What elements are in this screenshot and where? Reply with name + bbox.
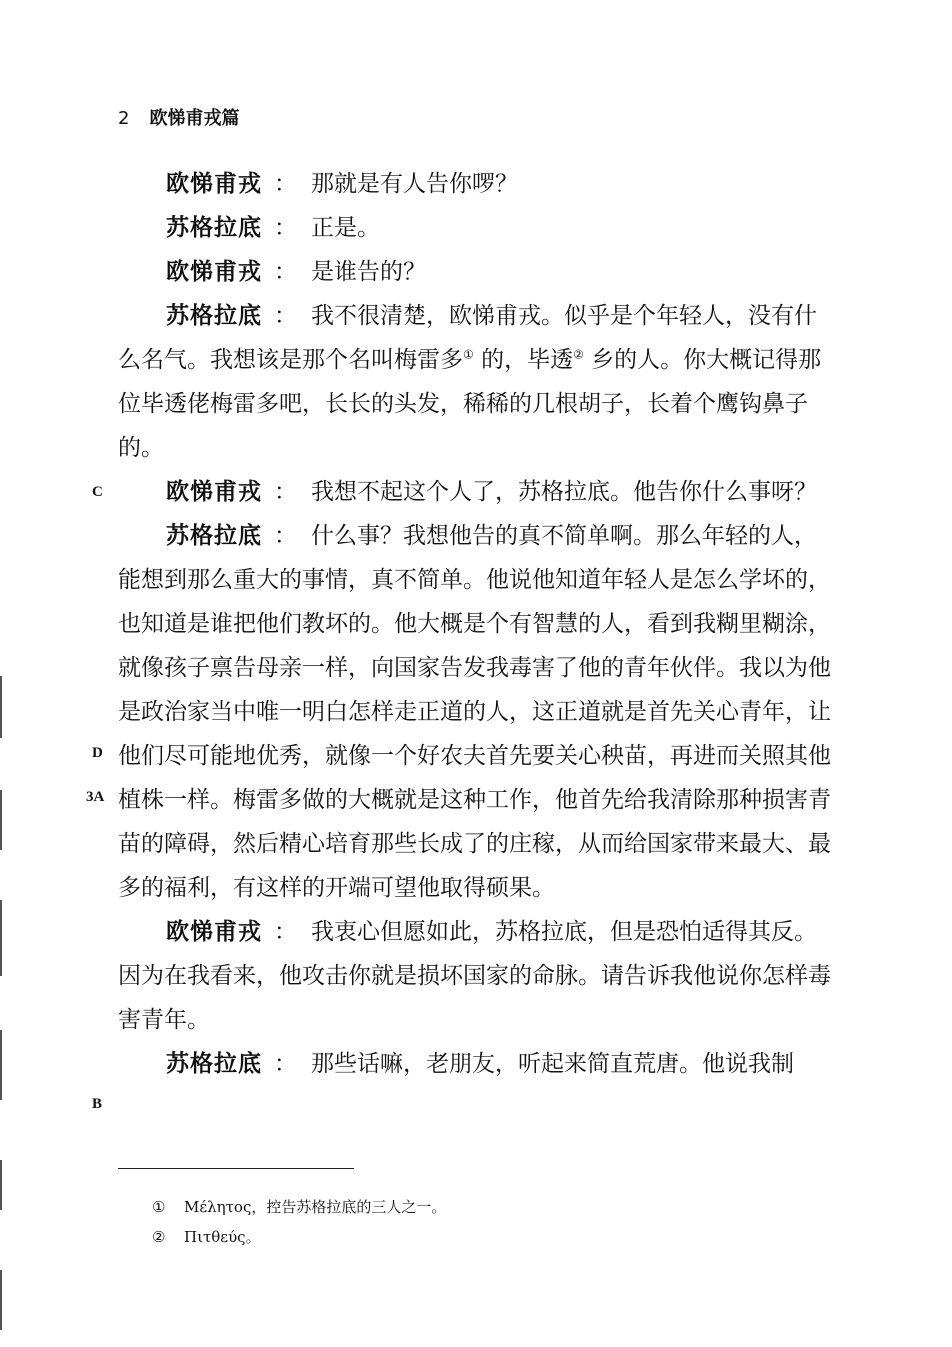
margin-marker-c: C — [92, 484, 103, 500]
speaker-name: 苏格拉底 — [166, 303, 262, 329]
speaker-name: 苏格拉底 — [166, 215, 262, 241]
line-text: 要关心秧苗，再进而关照其他植株一样。梅雷多做的大概就是这种工作，他首先给我清除那种损害青苗的障碍，然后精心培育那些长成了的庄稼，从而给国家带来最大、最多的福利，有这样的开端可望他取得硕果。 — [118, 743, 831, 901]
scan-edge-mark — [0, 790, 2, 850]
line-text: 什么事？我想他告的真不简单啊。那么年轻的人，能想到那么重大的事情，真不简单。他说他知道年轻人是怎么学坏的，也知道是谁把他们教坏的。他大概是个有智慧的人，看到我糊里糊涂，就像孩子禀告母亲一样，向国家告发我毒害了他的青年伙伴。我以为他是政治家当中唯一明白怎样走正道的人，这正 — [118, 523, 831, 725]
page-number: 2 — [118, 108, 130, 129]
speaker-name: 欧悌甫戎 — [166, 171, 262, 197]
dialogue-line — [118, 294, 838, 470]
footnote-mark: ① — [152, 1198, 166, 1216]
scan-edge-mark — [0, 1270, 2, 1330]
dialogue-line — [118, 910, 838, 1042]
speaker-colon: ： — [274, 303, 297, 329]
scan-edge-mark — [0, 676, 2, 738]
line-text: 乡的人。你大概记得那位毕透佬梅雷多吧，长长的头发，稀稀的几根胡子，长着个鹰钩鼻子的。 — [118, 347, 822, 461]
speaker-colon: ： — [274, 479, 297, 505]
dialogue-line — [118, 1042, 838, 1086]
dialogue-line — [118, 162, 838, 206]
speaker-colon: ： — [274, 523, 297, 549]
speaker-colon: ： — [274, 259, 297, 285]
line-text: 那就是有人告你啰？ — [311, 171, 518, 197]
speaker-name: 苏格拉底 — [166, 1051, 262, 1077]
line-text: 我衷心但愿如此，苏格拉底，但是恐怕适得其反。因为在我看来，他攻击你就是损坏国家的命脉。请告诉我他说你怎样毒害青年。 — [118, 919, 831, 1033]
speaker-name: 苏格拉底 — [166, 523, 262, 549]
footnote-1 — [152, 1196, 446, 1217]
footnote-mark: ② — [152, 1228, 166, 1246]
speaker-name: 欧悌甫戎 — [166, 259, 262, 285]
speaker-name: 欧悌甫戎 — [166, 479, 262, 505]
line-text: 的，毕透 — [473, 347, 574, 373]
margin-marker-3a: 3A — [86, 789, 105, 805]
dialogue-line — [118, 470, 838, 514]
speaker-colon: ： — [274, 1051, 297, 1077]
footnote-ref-2[interactable]: ② — [573, 347, 584, 362]
running-header — [118, 104, 239, 130]
line-text: 我不很清楚，欧悌甫戎。似乎是个年轻人，没有什么名气。我想该是那个名叫梅雷多 — [118, 303, 817, 373]
dialogue-line — [118, 206, 838, 250]
line-text: 道就是首先关心青年，让他们尽可能地优秀，就像一个好农夫首先 — [118, 699, 831, 769]
footnote-rule — [118, 1168, 354, 1169]
line-text: 正是。 — [311, 215, 380, 241]
footnote-text: Μέλητος，控告苏格拉底的三人之一。 — [184, 1198, 447, 1216]
margin-marker-d: D — [92, 745, 103, 761]
footnote-text: Πιτθεύς。 — [184, 1228, 261, 1246]
speaker-name: 欧悌甫戎 — [166, 919, 262, 945]
scan-edge-mark — [0, 1160, 2, 1210]
speaker-colon: ： — [274, 171, 297, 197]
footnote-ref-1[interactable]: ① — [463, 347, 474, 362]
scan-edge-mark — [0, 900, 2, 976]
speaker-colon: ： — [274, 919, 297, 945]
book-title: 欧悌甫戎篇 — [149, 108, 240, 129]
scan-edge-mark — [0, 1030, 2, 1100]
dialogue-body — [118, 162, 838, 1086]
footnote-2 — [152, 1226, 261, 1247]
line-text: 那些话嘛，老朋友，听起来简直荒唐。他说我制 — [311, 1051, 794, 1077]
speaker-colon: ： — [274, 215, 297, 241]
dialogue-line — [118, 514, 838, 910]
dialogue-line — [118, 250, 838, 294]
line-text: 是谁告的？ — [311, 259, 426, 285]
line-text: 我想不起这个人了，苏格拉底。他告你什么事呀？ — [311, 479, 817, 505]
margin-marker-b: B — [92, 1096, 103, 1112]
